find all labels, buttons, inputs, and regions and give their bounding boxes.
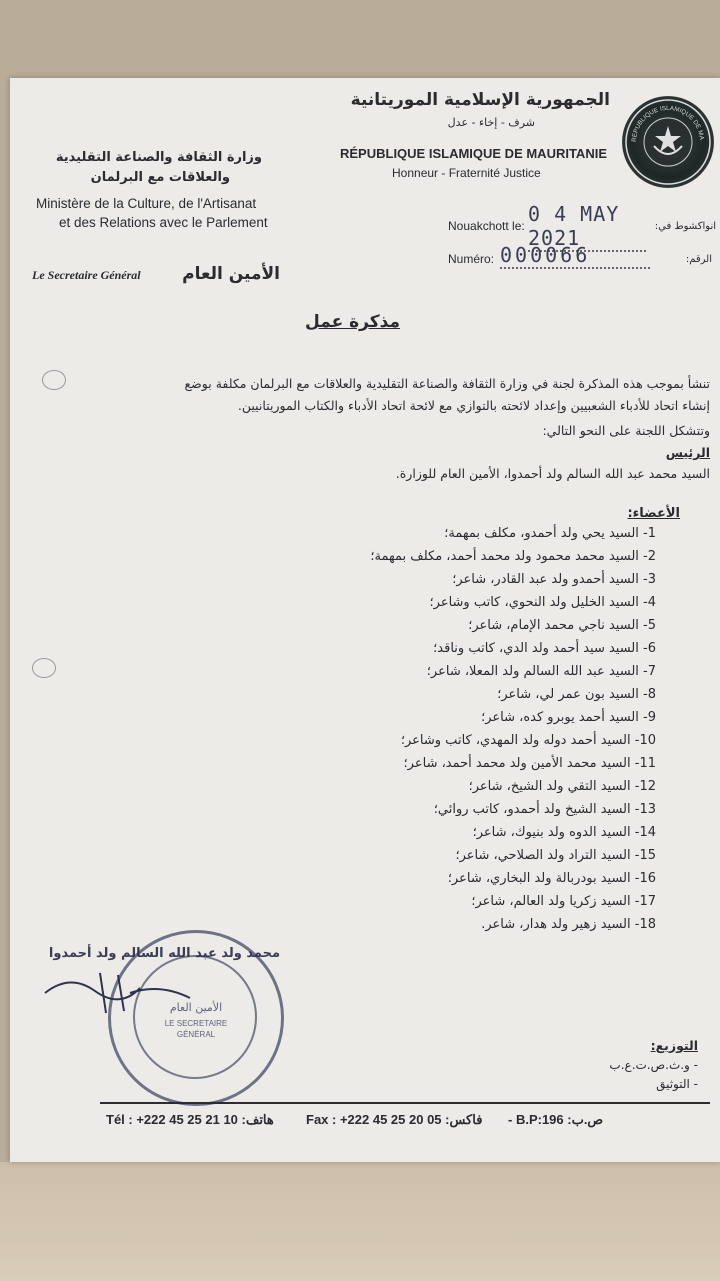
footer-tel: Tél : +222 45 25 21 10 :هاتف	[106, 1112, 274, 1127]
list-item: 3- السيد أحمدو ولد عبد القادر، شاعر؛	[452, 572, 656, 587]
intro-line-3: وتتشكل اللجنة على النحو التالي:	[542, 423, 710, 438]
list-item: 6- السيد سيد أحمد ولد الدي، كاتب وناقد؛	[433, 641, 656, 656]
date-value: 0 4 MAY 2021	[528, 202, 646, 252]
number-label-fr: Numéro:	[448, 252, 495, 266]
seal-text: REPUBLIQUE ISLAMIQUE DE MA	[630, 104, 705, 143]
list-item: 14- السيد الدوه ولد بنيوك، شاعر؛	[472, 825, 656, 840]
ministry-ar-line1: وزارة الثقافة والصناعة التقليدية	[55, 150, 262, 165]
intro-line-2: إنشاء اتحاد للأدباء الشعبيين وإعداد لائحته بالتوازي مع لائحة اتحاد الأدباء والكتاب الموريتانيين.	[237, 398, 710, 413]
table-surface	[0, 1162, 720, 1281]
official-stamp	[108, 930, 284, 1106]
ministry-fr-line1: Ministère de la Culture, de l'Artisanat	[36, 196, 257, 211]
list-item: 1- السيد يحي ولد أحمدو، مكلف بمهمة؛	[444, 526, 656, 541]
national-seal	[622, 96, 714, 188]
republic-title-ar: الجمهورية الإسلامية الموريتانية	[350, 90, 610, 110]
punch-hole	[32, 658, 56, 678]
national-seal-icon	[622, 96, 714, 188]
number-value: 000066	[500, 243, 650, 269]
number-label-ar: الرقم:	[685, 254, 712, 265]
list-item: 8- السيد بون عمر لي، شاعر؛	[497, 687, 656, 702]
memo-heading: مذكرة عمل	[305, 312, 400, 332]
list-item: 18- السيد زهير ولد هدار، شاعر.	[481, 917, 656, 932]
stamp-title-ar: الأمين العام	[169, 1001, 223, 1014]
stamp-title-fr-1: LE SECRETAIRE	[164, 1019, 228, 1028]
secretary-title-ar: الأمين العام	[182, 264, 280, 284]
motto-fr: Honneur - Fraternité Justice	[392, 166, 541, 180]
distribution-item-2: - التوثيق	[656, 1077, 698, 1091]
footer-bp: - B.P:196 :ص.ب	[508, 1112, 604, 1127]
secretary-title-fr: Le Secretaire Général	[32, 268, 141, 282]
date-label-ar: انواكشوط في:	[654, 221, 716, 232]
ministry-fr-line2: et des Relations avec le Parlement	[59, 215, 268, 230]
intro-line-1: تنشأ بموجب هذه المذكرة لجنة في وزارة الثقافة والصناعة التقليدية والعلاقات مع البرلمان مكلفة بوضع	[184, 376, 710, 391]
list-item: 15- السيد التراد ولد الصلاحي، شاعر؛	[455, 848, 656, 863]
document-page	[10, 78, 720, 1162]
list-item: 4- السيد الخليل ولد النحوي، كاتب وشاعر؛	[429, 595, 656, 610]
list-item: 7- السيد عبد الله السالم ولد المعلا، شاعر؛	[426, 664, 656, 679]
date-label-fr: Nouakchott le:	[448, 219, 525, 233]
list-item: 10- السيد أحمد دوله ولد المهدي، كاتب وشاعر؛	[400, 733, 656, 748]
list-item: 5- السيد ناجي محمد الإمام، شاعر؛	[468, 618, 656, 633]
distribution-label: التوزيع:	[650, 1038, 698, 1053]
list-item: 17- السيد زكريا ولد العالم، شاعر؛	[471, 894, 656, 909]
list-item: 2- السيد محمد محمود ولد محمد أحمد، مكلف بمهمة؛	[370, 549, 656, 564]
distribution-item-1: - و.ث.ص.ت.ع.ب	[609, 1058, 698, 1072]
motto-ar: شرف - إخاء - عدل	[447, 116, 535, 129]
list-item: 9- السيد أحمد يوبرو كده، شاعر؛	[481, 710, 656, 725]
president-label: الرئيس	[665, 445, 710, 460]
punch-hole	[42, 370, 66, 390]
ministry-ar-line2: والعلاقات مع البرلمان	[90, 170, 230, 185]
stamp-title-fr-2: GÉNÉRAL	[176, 1030, 216, 1039]
signatory-name: محمد ولد عبد الله السالم ولد أحمدوا	[48, 946, 280, 961]
list-item: 11- السيد محمد الأمين ولد محمد أحمد، شاعر؛	[403, 756, 656, 771]
president-line: السيد محمد عبد الله السالم ولد أحمدوا، الأمين العام للوزارة.	[395, 466, 710, 481]
republic-title-fr: RÉPUBLIQUE ISLAMIQUE DE MAURITANIE	[340, 146, 607, 161]
list-item: 12- السيد التقي ولد الشيخ، شاعر؛	[468, 779, 656, 794]
footer-fax: Fax : +222 45 25 20 05 :فاكس	[306, 1112, 483, 1127]
list-item: 16- السيد بودربالة ولد البخاري، شاعر؛	[447, 871, 656, 886]
list-item: 13- السيد الشيخ ولد أحمدو، كاتب روائي؛	[433, 802, 656, 817]
footer-rule	[100, 1102, 710, 1104]
members-label: الأعضاء:	[627, 506, 680, 521]
